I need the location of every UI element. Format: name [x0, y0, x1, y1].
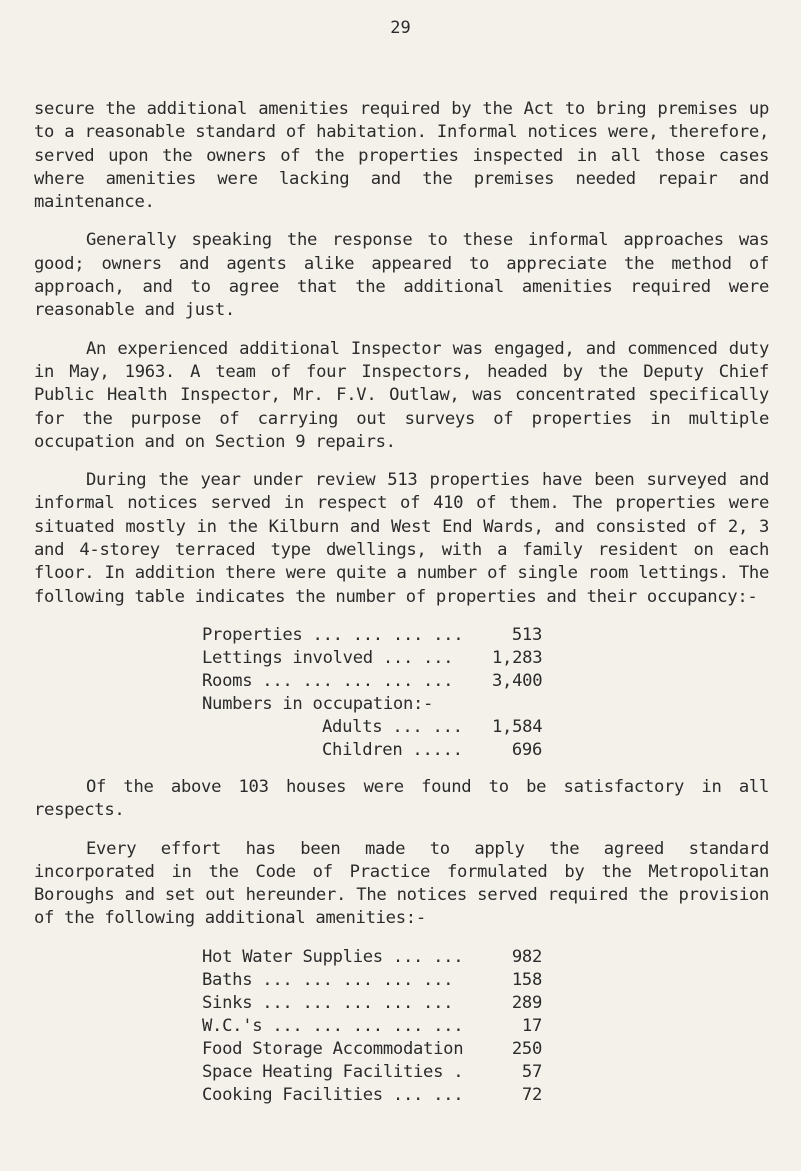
row-value: 17 — [521, 1015, 542, 1036]
table-row — [34, 946, 769, 969]
row-label: Adults ... ... — [322, 716, 463, 737]
row-value: 3,400 — [492, 670, 543, 691]
row-value: 696 — [511, 739, 542, 760]
amenities-table — [34, 946, 769, 1107]
table-row — [34, 1038, 769, 1061]
paragraph-1: secure the additional amenities required by the Act to bring premises up to a reasonable standard of habitation. Informal notices were, therefore, served upon the owners of the properties inspected in all those cases where amenities were lacking and the premises needed repair and maintenance. — [34, 99, 769, 213]
row-label: Hot Water Supplies ... ... — [202, 946, 464, 967]
row-label: Rooms ... ... ... ... ... — [202, 670, 454, 691]
table-row — [34, 624, 769, 647]
row-value: 513 — [511, 624, 542, 645]
body-text — [34, 98, 769, 1121]
row-value: 1,584 — [492, 716, 543, 737]
row-value: 1,283 — [492, 647, 543, 668]
table-row — [34, 670, 769, 693]
paragraph-6: Every effort has been made to apply the agreed standard incorporated in the Code of Practice formulated by the Metropolitan Boroughs and set out hereunder. The notices served required the provision of the following additional amenities:- — [34, 838, 769, 929]
row-value: 158 — [511, 969, 542, 990]
paragraph-3: An experienced additional Inspector was engaged, and commenced duty in May, 1963. A team of four Inspectors, headed by the Deputy Chief Public Health Inspector, Mr. F.V. Outlaw, was concentrated specifically for the purpose of carrying out surveys of properties in multiple occupation and on Section 9 repairs. — [34, 338, 769, 452]
page-number: 29 — [390, 18, 411, 38]
row-label: Sinks ... ... ... ... ... — [202, 992, 454, 1013]
occupation-heading: Numbers in occupation:- — [202, 693, 434, 714]
table-row — [34, 969, 769, 992]
paragraph-4: During the year under review 513 properties have been surveyed and informal notices served in respect of 410 of them. The properties were situated mostly in the Kilburn and West End Wards, and consisted of 2, 3 and 4-storey terraced type dwellings, with a family resident on each floor. In addition there were quite a number of single room lettings. The following table indicates the number of properties and their occupancy:- — [34, 470, 769, 607]
row-label: Space Heating Facilities . — [202, 1061, 464, 1082]
table-row — [34, 647, 769, 670]
row-label: W.C.'s ... ... ... ... ... — [202, 1015, 464, 1036]
table-row — [34, 992, 769, 1015]
row-value: 250 — [511, 1038, 542, 1059]
paragraph-2: Generally speaking the response to these informal approaches was good; owners and agents alike appeared to appreciate the method of approach, and to agree that the additional amenities required were reasonable and just. — [34, 230, 769, 321]
row-label: Cooking Facilities ... ... — [202, 1084, 464, 1105]
table-row — [34, 716, 769, 739]
row-value: 72 — [521, 1084, 542, 1105]
table-row — [34, 1015, 769, 1038]
row-label: Baths ... ... ... ... ... — [202, 969, 454, 990]
table-row — [34, 1061, 769, 1084]
table-row — [34, 739, 769, 762]
row-value: 982 — [511, 946, 542, 967]
row-label: Lettings involved ... ... — [202, 647, 454, 668]
row-label: Food Storage Accommodation — [202, 1038, 464, 1059]
paragraph-5: Of the above 103 houses were found to be satisfactory in all respects. — [34, 776, 769, 821]
row-value: 289 — [511, 992, 542, 1013]
table-row — [34, 1084, 769, 1107]
table-heading — [34, 693, 769, 716]
occupancy-table — [34, 624, 769, 762]
row-label: Children ..... — [322, 739, 463, 760]
row-value: 57 — [521, 1061, 542, 1082]
row-label: Properties ... ... ... ... — [202, 624, 464, 645]
